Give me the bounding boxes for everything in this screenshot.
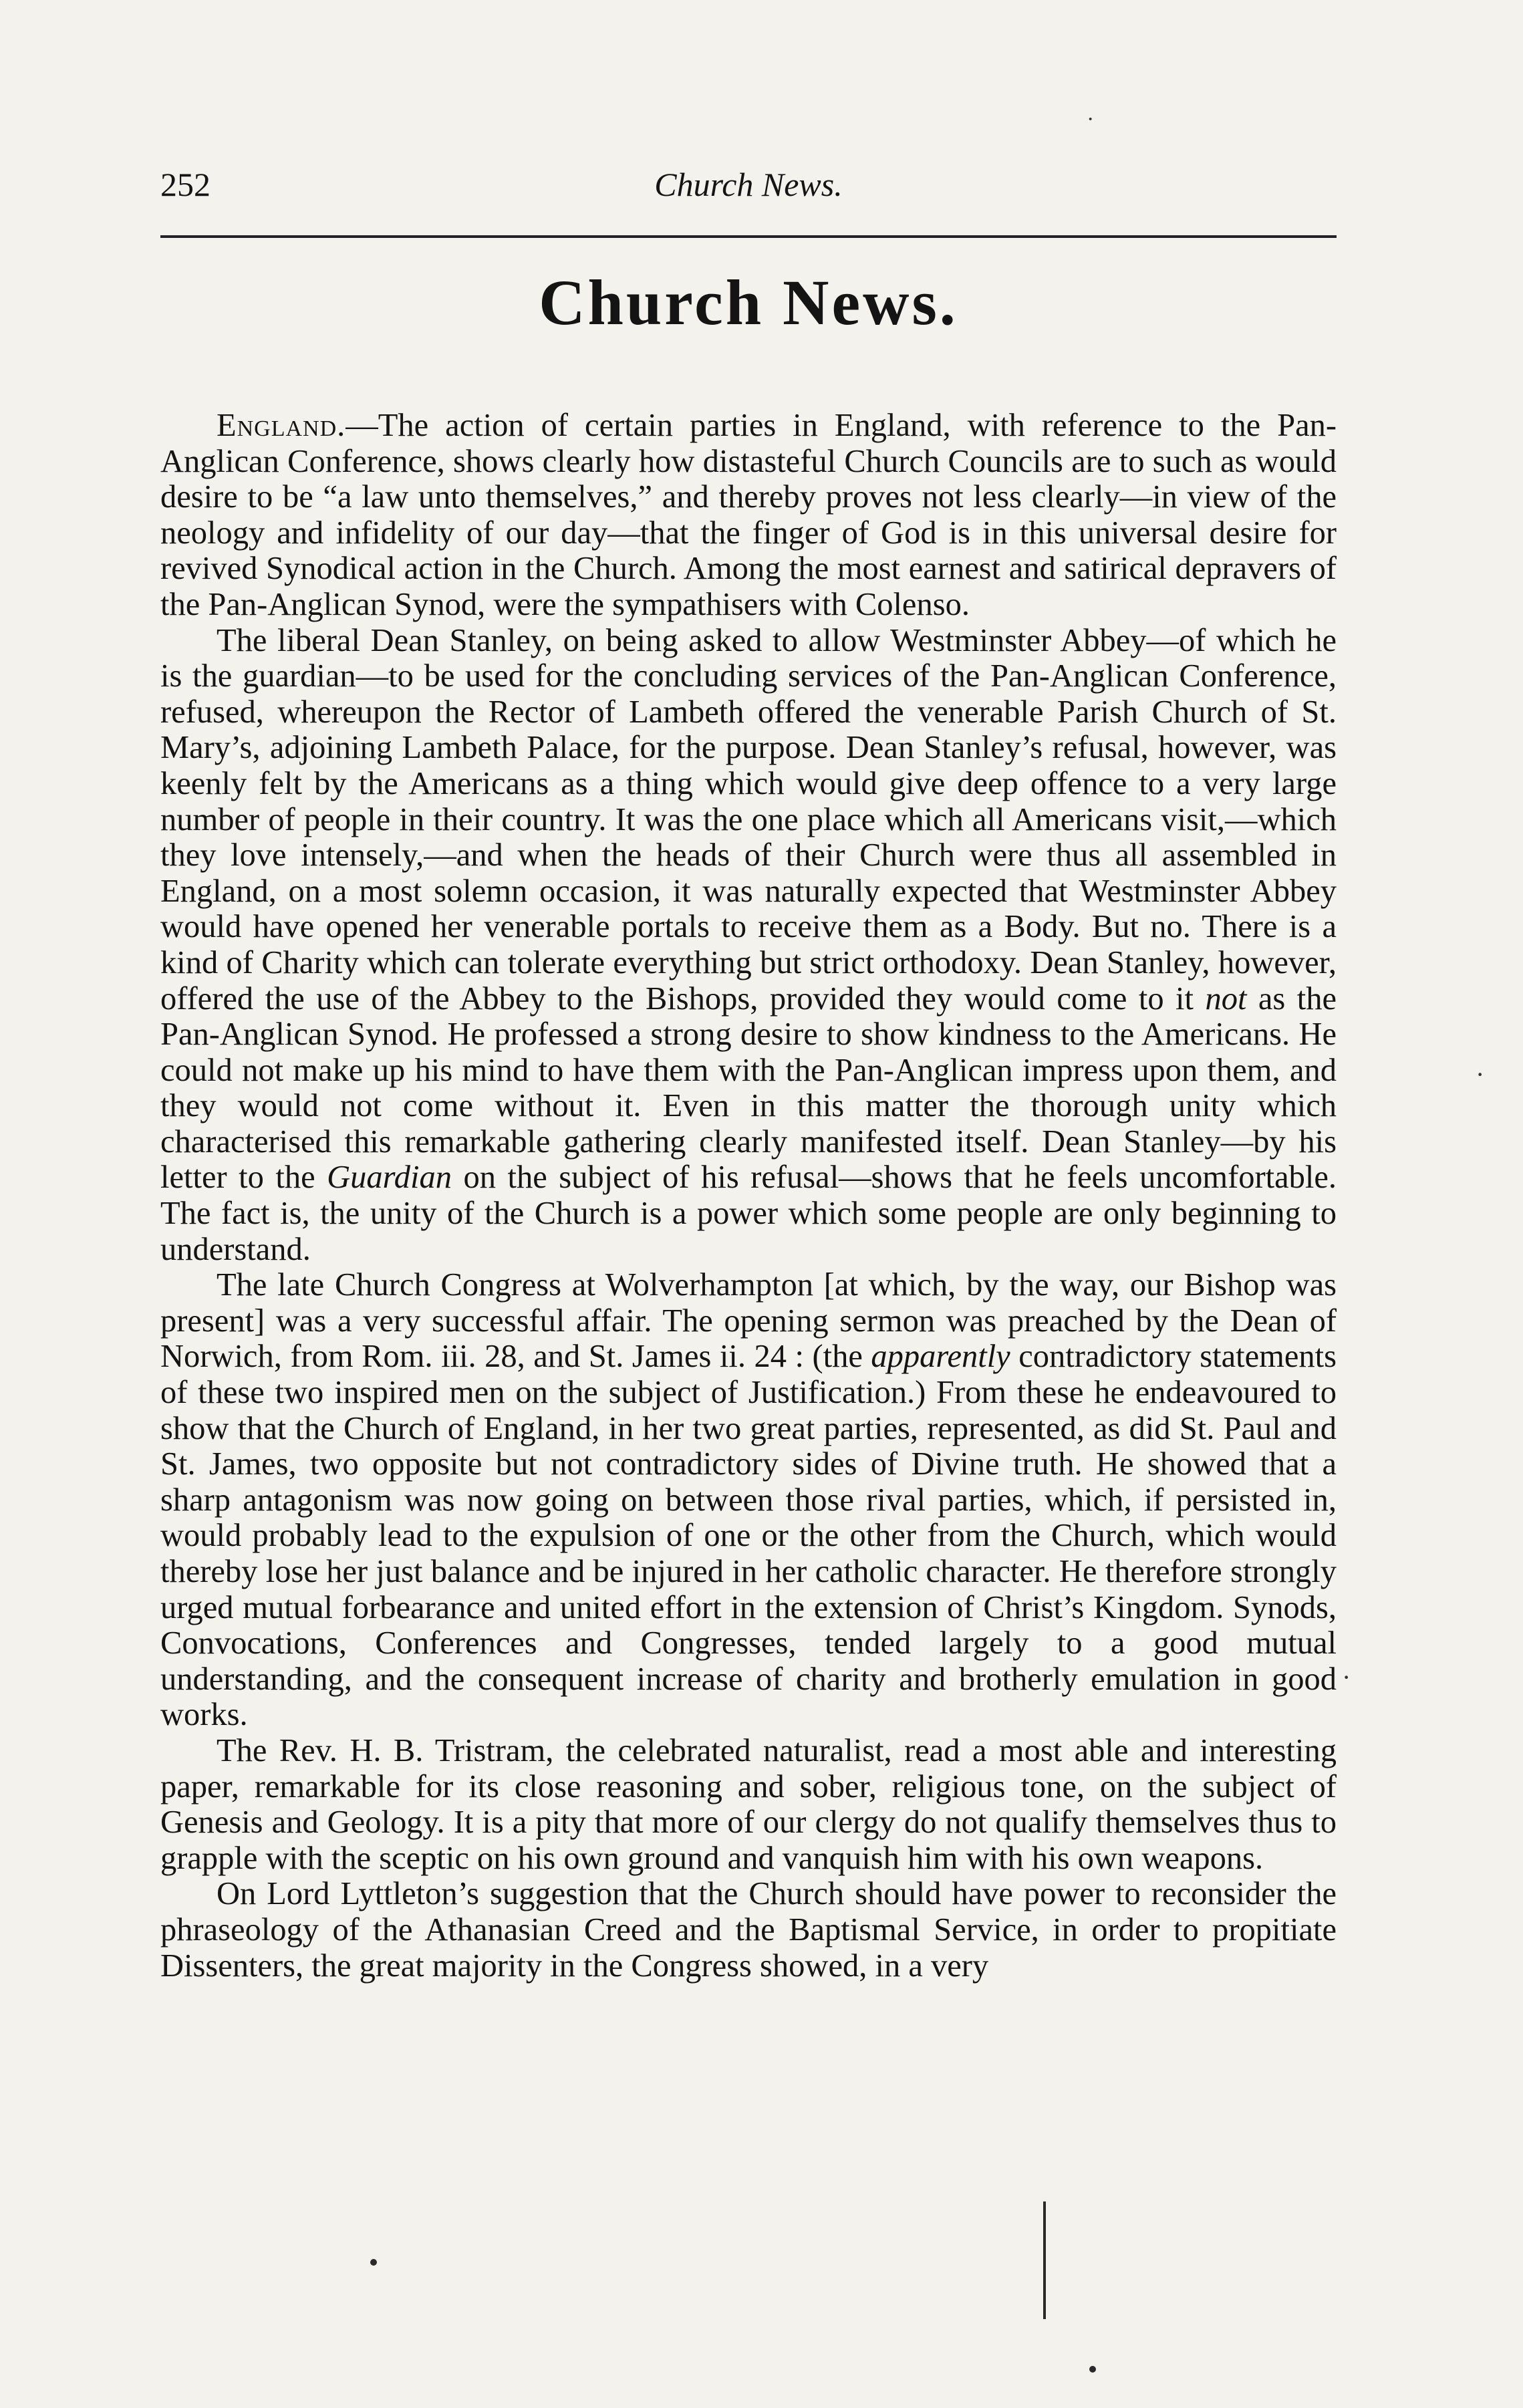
header-rule (160, 235, 1337, 238)
article-body (160, 408, 1337, 1984)
paragraph-tristram (160, 1733, 1337, 1876)
paragraph-dean-stanley (160, 623, 1337, 1268)
paragraph-text: The Rev. H. B. Tristram, the celebrated naturalist, read a most able and interesting paper, remarkable for its close reasoning and sober, religious tone, on the subject of Genesis and Geology. It is a pity that more of our clergy do not qualify themselves thus to grapple with the sceptic on his own ground and vanquish him with his own weapons. (160, 1732, 1337, 1876)
scan-speck (370, 2259, 377, 2266)
emphasis-text: apparently (871, 1339, 1010, 1375)
scan-speck: · (1342, 1662, 1351, 1692)
paragraph-text: —The action of certain parties in England, with reference to the Pan-Anglican Conference, shows clearly how distasteful Church Councils are to such as would desire to be “a law unto themselves,” and thereby proves not less clearly—in view of the neology and infidelity of our day—that the finger of God is in this universal desire for revived Synodical action in the Church. Among the most earnest and satirical depravers of the Pan-Anglican Synod, were the sympathisers with Colenso. (160, 408, 1337, 622)
page-number: 252 (160, 166, 211, 203)
paragraph-text: as the Pan-Anglican Synod. He professed a strong desire to show kindness to the Americans. He could not make up his mind to have them with the Pan-Anglican impress upon them, and they would not come without it. Even in this matter the thorough unity which characterised this remarkable gathering clearly manifested itself. Dean Stanley—by his letter to the (160, 980, 1337, 1196)
section-title: Church News. (539, 267, 958, 338)
scan-speck: · (1087, 107, 1095, 132)
emphasis-text: not (1205, 980, 1247, 1017)
paragraph-lyttleton (160, 1876, 1337, 1984)
scan-speck (1089, 2366, 1096, 2373)
paragraph-text: On Lord Lyttleton’s suggestion that the Church should have power to reconsider the phraseology of the Athanasian Creed and the Baptismal Service, in order to propitiate Dissenters, the great majority in the Congress showed, in a very (160, 1876, 1337, 1984)
paragraph-text: on the subject of his refusal—shows that he feels uncomfortable. The fact is, the unity of the Church is a power which some people are only beginning to understand. (160, 1160, 1337, 1267)
paragraph-text: The late Church Congress at Wolverhampton [at which, by the way, our Bishop was present] was a very successful affair. The opening sermon was preached by the Dean of Norwich, from Rom. iii. 28, and St. James ii. 24 : (the (160, 1267, 1337, 1375)
scan-stroke (1043, 2201, 1046, 2319)
running-head (160, 158, 1337, 211)
newspaper-title: Guardian (327, 1160, 452, 1196)
paragraph-text: contradictory statements of these two inspired men on the subject of Justification.) From these he endeavoured to show that the Church of England, in her two great parties, represented, as did St. Paul and St. James, two opposite but not contradictory sides of Divine truth. He showed that a sharp antagonism was now going on between those rival parties, which, if persisted in, would probably lead to the expulsion of one or the other from the Church, which would thereby lose her just balance and be injured in her catholic character. He therefore strongly urged mutual forbearance and united effort in the extension of Christ’s Kingdom. Synods, Convocations, Conferences and Congresses, tended largely to a good mutual understanding, and the consequent increase of charity and brotherly emulation in good works. (160, 1339, 1337, 1733)
running-title: Church News. (654, 166, 843, 203)
paragraph-england (160, 408, 1337, 623)
scan-speck: · (1476, 1059, 1485, 1089)
paragraph-text: The liberal Dean Stanley, on being asked to allow Westminster Abbey—of which he is the guardian—to be used for the concluding services of the Pan-Anglican Conference, refused, whereupon the Rector of Lambeth offered the venerable Parish Church of St. Mary’s, adjoining Lambeth Palace, for the purpose. Dean Stanley’s refusal, however, was keenly felt by the Americans as a thing which would give deep offence to a very large number of people in their country. It was the one place which all Americans visit,—which they love intensely,—and when the heads of their Church were thus all assembled in England, on a most solemn occasion, it was naturally expected that Westminster Abbey would have opened her venerable portals to receive them as a Body. But no. There is a kind of Charity which can tolerate everything but strict orthodoxy. Dean Stanley, however, offered the use of the Abbey to the Bishops, provided they would come to it (160, 622, 1337, 1017)
paragraph-church-congress (160, 1267, 1337, 1733)
paragraph-lead: England. (217, 408, 346, 443)
